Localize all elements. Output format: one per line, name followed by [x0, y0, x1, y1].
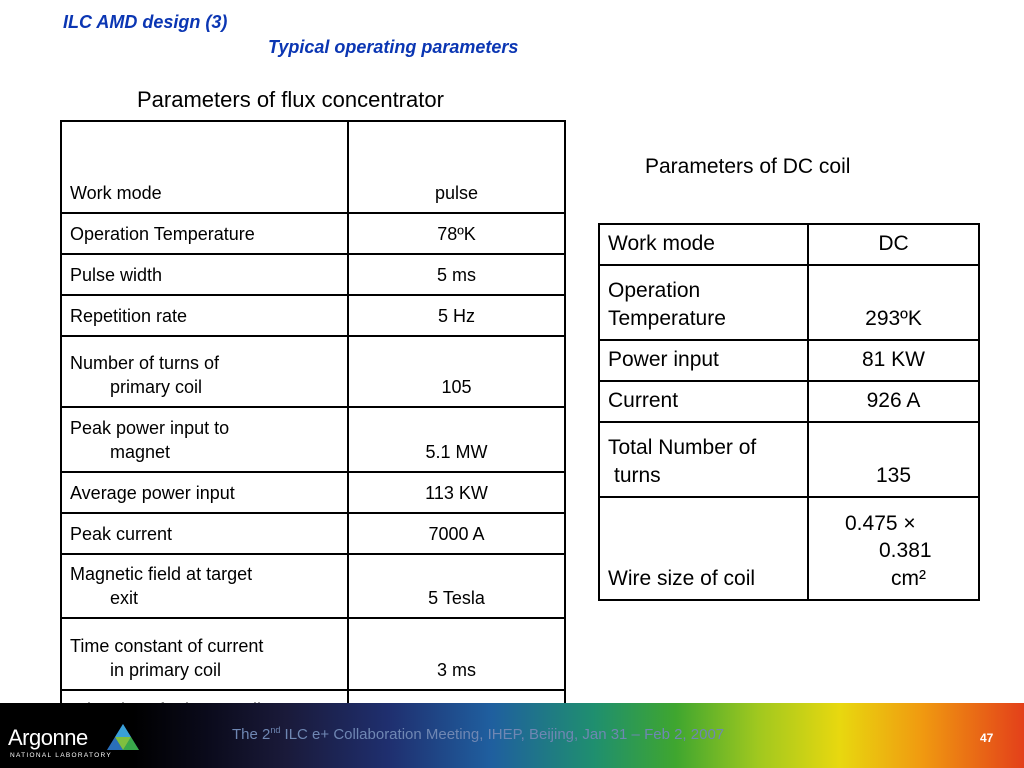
param-label-line1: Peak power input to: [70, 418, 230, 439]
footer-meeting-text: [232, 725, 724, 743]
param-value: 3 ms: [348, 618, 565, 690]
param-label: Operation Temperature: [61, 213, 348, 254]
param-label-line1: Number of turns of: [70, 353, 220, 374]
param-label: [61, 407, 348, 472]
param-value: 5.1 MW: [348, 407, 565, 472]
param-value: 105: [348, 336, 565, 407]
param-label-line1: Time constant of current: [70, 636, 264, 657]
param-label: [599, 422, 808, 497]
table-row: [599, 224, 979, 265]
param-value: 5 Tesla: [348, 554, 565, 618]
param-value: 5 Hz: [348, 295, 565, 336]
param-value: 7000 A: [348, 513, 565, 554]
param-value: DC: [808, 224, 979, 265]
param-label-line1: Total Number of: [608, 436, 757, 460]
flux-concentrator-table: [60, 120, 566, 731]
param-label: Work mode: [61, 121, 348, 213]
argonne-triangle-icon: [106, 723, 140, 751]
param-label-line2: magnet: [110, 441, 171, 462]
table-row: [61, 513, 565, 554]
table-row: [599, 340, 979, 381]
param-label-line2: in primary coil: [110, 659, 222, 680]
table-row: [61, 554, 565, 618]
dc-coil-table: [598, 223, 980, 601]
param-label: Peak current: [61, 513, 348, 554]
table-row: [599, 265, 979, 340]
table-row: [61, 618, 565, 690]
param-value: [808, 497, 979, 600]
table-row: [61, 295, 565, 336]
param-label: Work mode: [599, 224, 808, 265]
slide-title: ILC AMD design (3): [63, 12, 228, 32]
table-row: [61, 213, 565, 254]
param-label-line2: primary coil: [110, 376, 203, 397]
table-row: [599, 497, 979, 600]
param-label: [599, 265, 808, 340]
param-label: [61, 618, 348, 690]
param-label-line2: exit: [110, 587, 139, 608]
param-value: 81 KW: [808, 340, 979, 381]
param-value-line2: 0.381: [879, 539, 932, 563]
param-label: Current: [599, 381, 808, 422]
param-label: [61, 554, 348, 618]
flux-concentrator-caption: Parameters of flux concentrator: [137, 87, 444, 112]
param-value: 926 A: [808, 381, 979, 422]
footer-text-start: The 2: [232, 726, 271, 743]
param-label-line2: turns: [614, 463, 661, 487]
param-value: 135: [808, 422, 979, 497]
param-label: Average power input: [61, 472, 348, 513]
page-number: 47: [980, 731, 994, 745]
table-row: [599, 381, 979, 422]
slide-subtitle: Typical operating parameters: [268, 37, 519, 57]
table-row: [61, 254, 565, 295]
argonne-logo: [8, 721, 138, 765]
param-value: 5 ms: [348, 254, 565, 295]
table-row: [599, 422, 979, 497]
table-row: [61, 472, 565, 513]
param-label-line1: Operation: [608, 279, 701, 303]
dc-coil-caption: Parameters of DC coil: [645, 155, 851, 178]
param-value-line1: 0.475 ×: [845, 512, 916, 536]
param-label: [61, 336, 348, 407]
param-value: pulse: [348, 121, 565, 213]
param-label: Power input: [599, 340, 808, 381]
logo-subtitle: NATIONAL LABORATORY: [10, 752, 112, 759]
table-row: [61, 121, 565, 213]
table-row: [61, 407, 565, 472]
param-label: Wire size of coil: [599, 497, 808, 600]
footer-text-sup: nd: [270, 725, 281, 735]
param-label-line2: Temperature: [608, 306, 726, 330]
param-label: Pulse width: [61, 254, 348, 295]
param-value-line3: cm²: [891, 566, 926, 590]
table-row: [61, 336, 565, 407]
param-value: 113 KW: [348, 472, 565, 513]
footer-text-end: ILC e+ Collaboration Meeting, IHEP, Beijing, Jan 31 – Feb 2, 2007: [280, 726, 725, 743]
logo-wordmark: Argonne: [8, 725, 88, 750]
param-label-line1: Magnetic field at target: [70, 564, 253, 585]
param-value: 293ºK: [808, 265, 979, 340]
param-value: 78ºK: [348, 213, 565, 254]
footer-bar: [0, 703, 1024, 768]
param-label: Repetition rate: [61, 295, 348, 336]
